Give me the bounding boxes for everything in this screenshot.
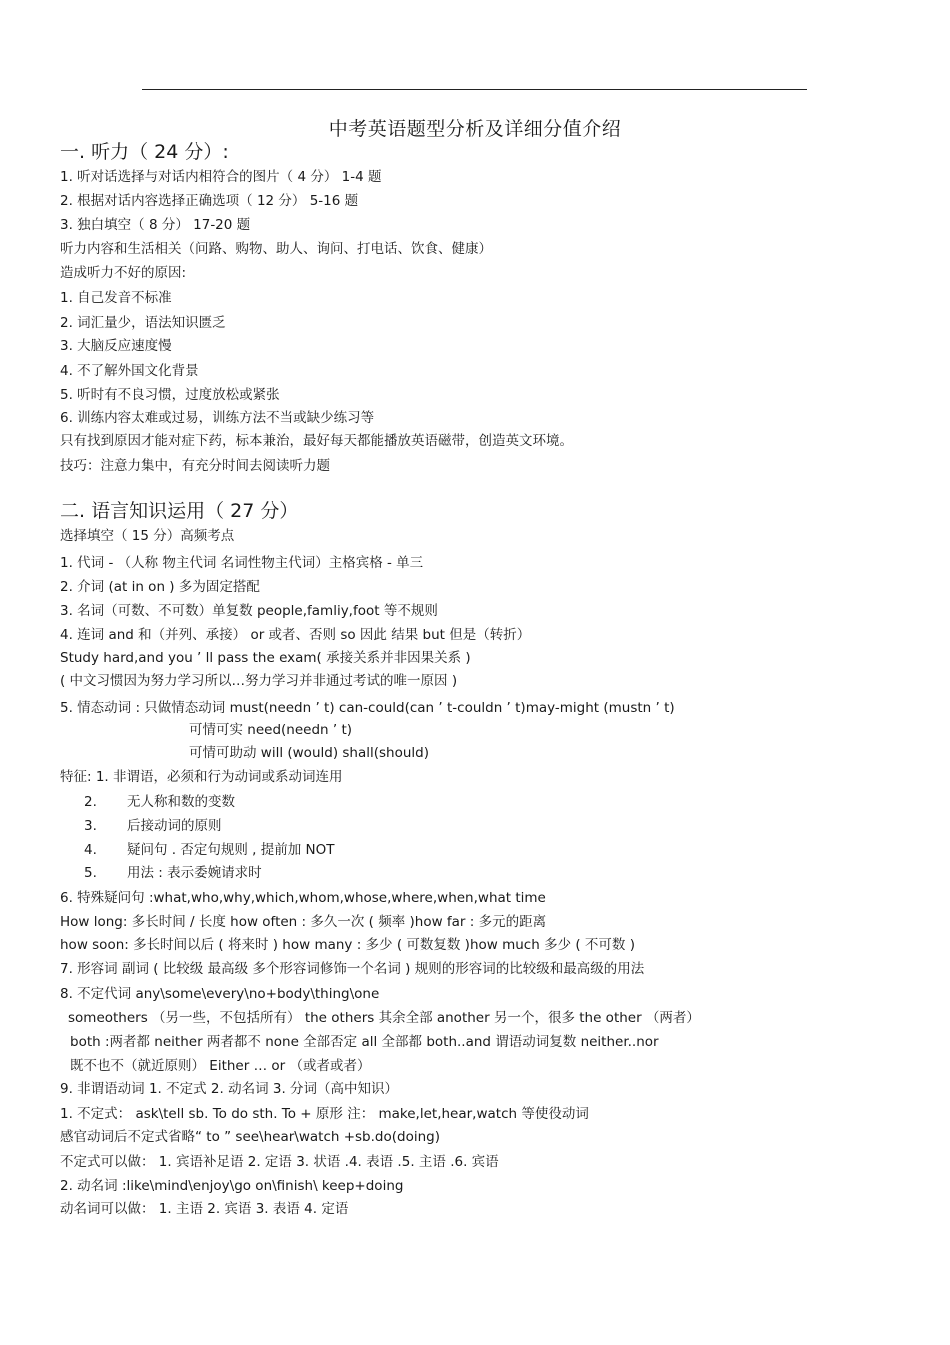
content-note: 听力内容和生活相关（问路、购物、助人、询问、打电话、饮食、健康） [60,241,492,257]
infinitive-line: 不定式可以做： 1. 宾语补足语 2. 定语 3. 状语 .4. 表语 .5. 主语 .6. 宾语 [60,1154,499,1170]
section2-heading: 二. 语言知识运用（ 27 分） [60,500,299,522]
feature-text: 疑问句 . 否定句规则 , 提前加 NOT [127,842,335,858]
feature-text: 无人称和数的变数 [127,794,235,810]
section1-item: 2. 根据对话内容选择正确选项（ 12 分） 5-16 题 [60,193,359,209]
header-rule [142,89,807,90]
feature-number: 5. [84,865,97,881]
adjective-line: 7. 形容词 副词 ( 比较级 最高级 多个形容词修饰一个名词 ) 规则的形容词的比较级和最高级的用法 [60,961,645,977]
reason-item: 2. 词汇量少，语法知识匮乏 [60,315,226,331]
feature-text: 用法 : 表示委婉请求时 [127,865,262,881]
question-word-line: how soon: 多长时间以后 ( 将来时 ) how many : 多少 ( 可数复数 )how much 多少 ( 不可数 ) [60,937,635,953]
gerund-line: 动名词可以做： 1. 主语 2. 宾语 3. 表语 4. 定语 [60,1201,349,1217]
nonfinite-verb-line: 9. 非谓语动词 1. 不定式 2. 动名词 3. 分词（高中知识） [60,1081,399,1097]
indefinite-pronoun-line: both :两者都 neither 两者都不 none 全部否定 all 全部都 both..and 谓语动词复数 neither..nor [70,1034,659,1050]
conjunction-line: 4. 连词 and 和（并列、承接） or 或者、否则 so 因此 结果 but 但是（转折） [60,627,531,643]
feature-number: 4. [84,842,97,858]
preposition-line: 2. 介词 (at in on ) 多为固定搭配 [60,579,260,595]
tip-text: 技巧：注意力集中，有充分时间去阅读听力题 [60,458,330,474]
reason-item: 1. 自己发音不标准 [60,290,172,306]
modal-verb-line: 可情可助动 will (would) shall(should) [189,745,430,761]
indefinite-pronoun-line: someothers （另一些，不包括所有） the others 其余全部 another 另一个，很多 the other （两者） [68,1010,700,1026]
reason-item: 6. 训练内容太难或过易，训练方法不当或缺少练习等 [60,410,375,426]
noun-line: 3. 名词（可数、不可数）单复数 people,famliy,foot 等不规则 [60,603,438,619]
question-word-line: 6. 特殊疑问句 :what,who,why,which,whom,whose,where,when,what time [60,890,546,906]
infinitive-line: 感官动词后不定式省略“ to ” see\hear\watch +sb.do(doing) [60,1129,440,1145]
reasons-heading: 造成听力不好的原因: [60,265,187,281]
reason-item: 3. 大脑反应速度慢 [60,338,172,354]
pronoun-line: 1. 代词 - （人称 物主代词 名词性物主代词）主格宾格 - 单三 [60,555,424,571]
indefinite-pronoun-line: 既不也不（就近原则） Either … or （或者或者） [70,1058,371,1074]
example-note: ( 中文习惯因为努力学习所以…努力学习并非通过考试的唯一原因 ) [60,673,458,689]
feature-text: 后接动词的原则 [127,818,222,834]
reason-item: 4. 不了解外国文化背景 [60,363,199,379]
section1-item: 1. 听对话选择与对话内相符合的图片（ 4 分） 1-4 题 [60,169,382,185]
advice-text: 只有找到原因才能对症下药，标本兼治，最好每天都能播放英语磁带，创造英文环境。 [60,433,573,449]
section1-heading: 一. 听力（ 24 分）: [60,141,229,163]
page-title: 中考英语题型分析及详细分值介绍 [328,118,622,140]
reason-item: 5. 听时有不良习惯，过度放松或紧张 [60,387,280,403]
feature-number: 2. [84,794,97,810]
infinitive-line: 1. 不定式： ask\tell sb. To do sth. To + 原形 注： make,let,hear,watch 等使役动词 [60,1106,589,1122]
gerund-line: 2. 动名词 :like\mind\enjoy\go on\finish\ keep+doing [60,1178,404,1194]
feature-number: 3. [84,818,97,834]
features-line: 特征: 1. 非谓语，必须和行为动词或系动词连用 [60,769,343,785]
example-sentence: Study hard,and you ’ ll pass the exam( 承接关系并非因果关系 ) [60,650,471,666]
modal-verb-line: 5. 情态动词 : 只做情态动词 must(needn ’ t) can-could(can ’ t-couldn ’ t)may-might (mustn ’ t) [60,700,675,716]
section1-item: 3. 独白填空（ 8 分） 17-20 题 [60,217,251,233]
section2-subheading: 选择填空（ 15 分）高频考点 [60,528,235,544]
modal-verb-line: 可情可实 need(needn ’ t) [189,722,353,738]
indefinite-pronoun-line: 8. 不定代词 any\some\every\no+body\thing\one [60,986,380,1002]
question-word-line: How long: 多长时间 / 长度 how often : 多久一次 ( 频率 )how far : 多元的距离 [60,914,547,930]
